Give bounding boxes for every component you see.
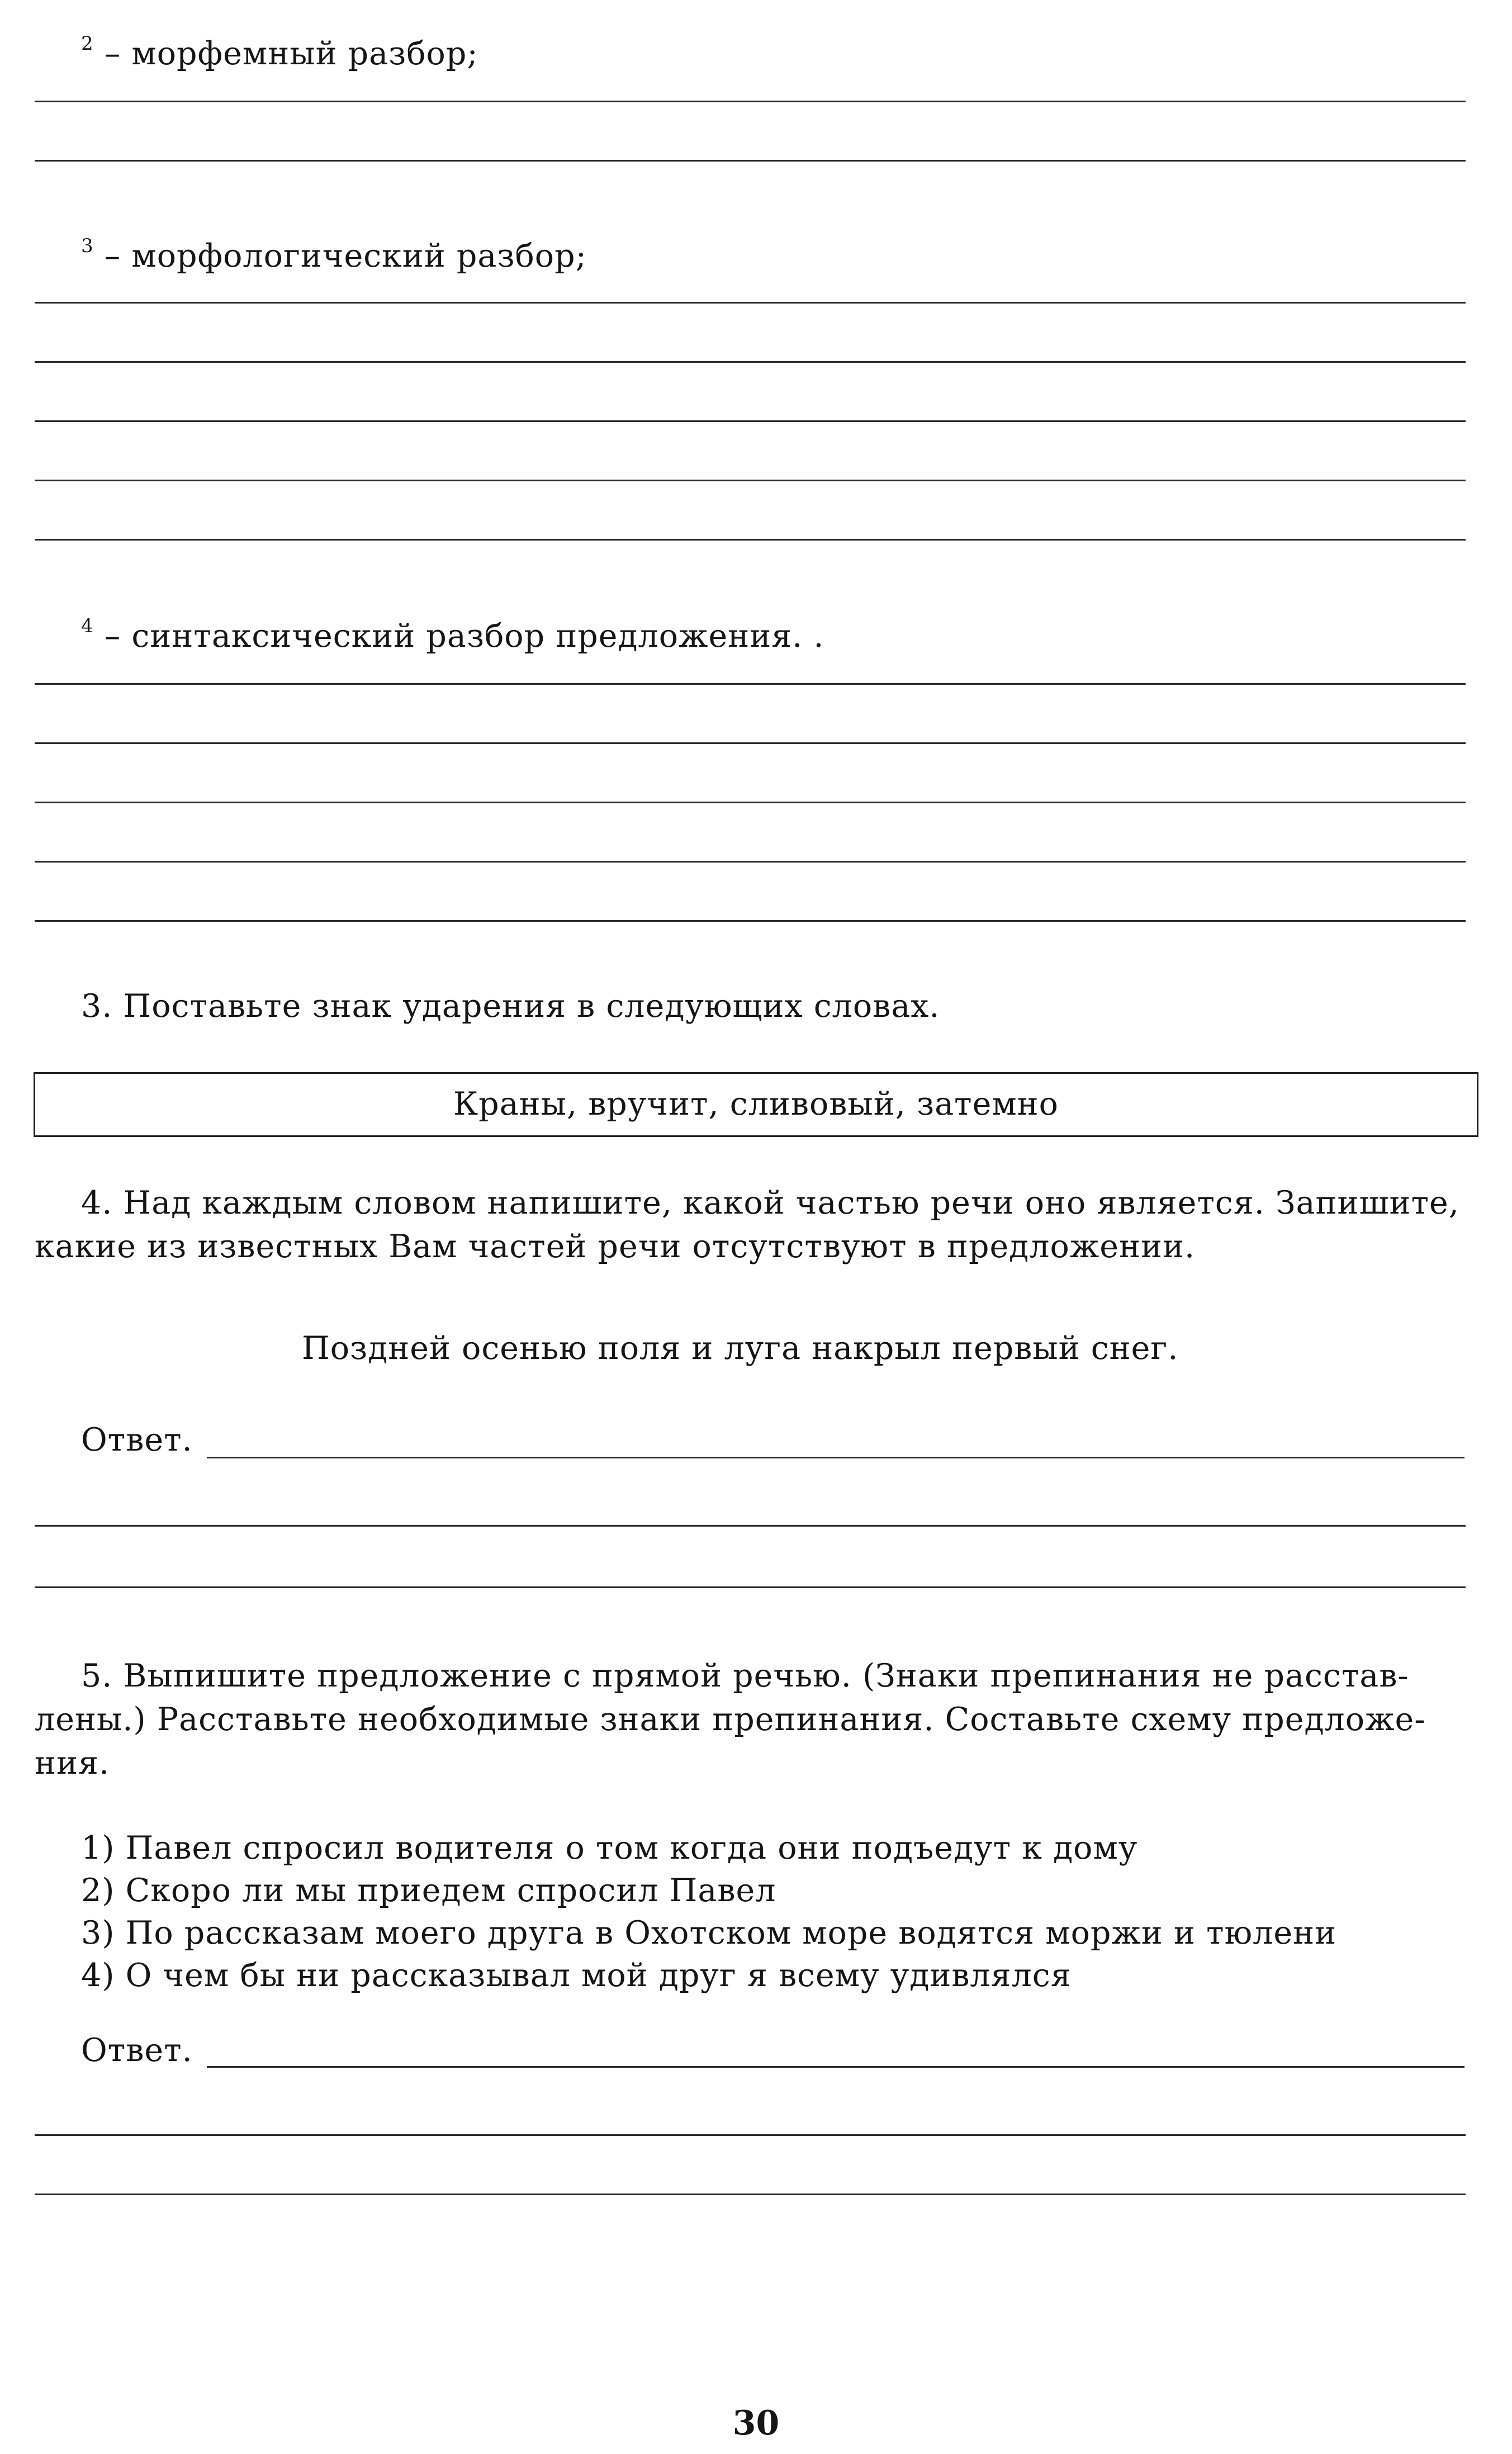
task4-sentence: Поздней осенью поля и луга накрыл первый снег.: [302, 1330, 1179, 1367]
writing-line[interactable]: [35, 742, 1466, 744]
heading-label: – морфемный разбор;: [104, 35, 478, 72]
heading-label: – синтаксический разбор предложения. .: [104, 618, 824, 655]
footnote-number: 4: [81, 615, 94, 637]
writing-line[interactable]: [35, 2194, 1466, 2195]
writing-line[interactable]: [35, 302, 1466, 304]
writing-line[interactable]: [35, 361, 1466, 363]
option-3: 3) По рассказам моего друга в Охотском море водятся моржи и тюлени: [81, 1915, 1337, 1951]
writing-line[interactable]: [35, 1586, 1466, 1588]
heading-label: – морфологический разбор;: [104, 238, 587, 274]
task5-prompt-line2: лены.) Расставьте необходимые знаки препинания. Составьте схему предложе-: [35, 1701, 1426, 1738]
task4-answer-label: Ответ.: [81, 1422, 193, 1458]
writing-line[interactable]: [35, 2134, 1466, 2136]
task4-prompt-line1: 4. Над каждым словом напишите, какой частью речи оно является. Запишите,: [81, 1185, 1459, 1221]
footnote-number: 3: [81, 235, 94, 257]
answer-line[interactable]: [207, 2066, 1464, 2068]
writing-line[interactable]: [35, 802, 1466, 803]
task3-prompt: 3. Поставьте знак ударения в следующих словах.: [81, 988, 940, 1025]
writing-line[interactable]: [35, 861, 1466, 863]
writing-line[interactable]: [35, 420, 1466, 422]
writing-line[interactable]: [35, 101, 1466, 102]
footnote-number: 2: [81, 32, 94, 55]
task5-answer-label: Ответ.: [81, 2032, 193, 2069]
writing-line[interactable]: [35, 1525, 1466, 1527]
option-4: 4) О чем бы ни рассказывал мой друг я всему удивлялся: [81, 1957, 1072, 1994]
stress-words-box: [34, 1072, 1478, 1137]
writing-line[interactable]: [35, 480, 1466, 481]
task5-prompt-line3: ния.: [35, 1745, 110, 1782]
task4-prompt-line2: какие из известных Вам частей речи отсутствуют в предложении.: [35, 1228, 1196, 1265]
writing-line[interactable]: [35, 160, 1466, 162]
morphemic-heading: [81, 21, 478, 76]
morphological-heading: [81, 224, 587, 278]
task5-prompt-line1: 5. Выпишите предложение с прямой речью. (Знаки препинания не расстав-: [81, 1657, 1409, 1694]
option-2: 2) Скоро ли мы приедем спросил Павел: [81, 1872, 776, 1909]
answer-line[interactable]: [207, 1457, 1464, 1458]
syntactic-heading: [81, 604, 824, 658]
writing-line[interactable]: [35, 920, 1466, 922]
stress-words[interactable]: Краны, вручит, сливовый, затемно: [453, 1086, 1059, 1122]
writing-line[interactable]: [35, 683, 1466, 685]
option-1: 1) Павел спросил водителя о том когда они подъедут к дому: [81, 1830, 1138, 1866]
page-number: 30: [732, 2404, 780, 2443]
writing-line[interactable]: [35, 539, 1466, 541]
